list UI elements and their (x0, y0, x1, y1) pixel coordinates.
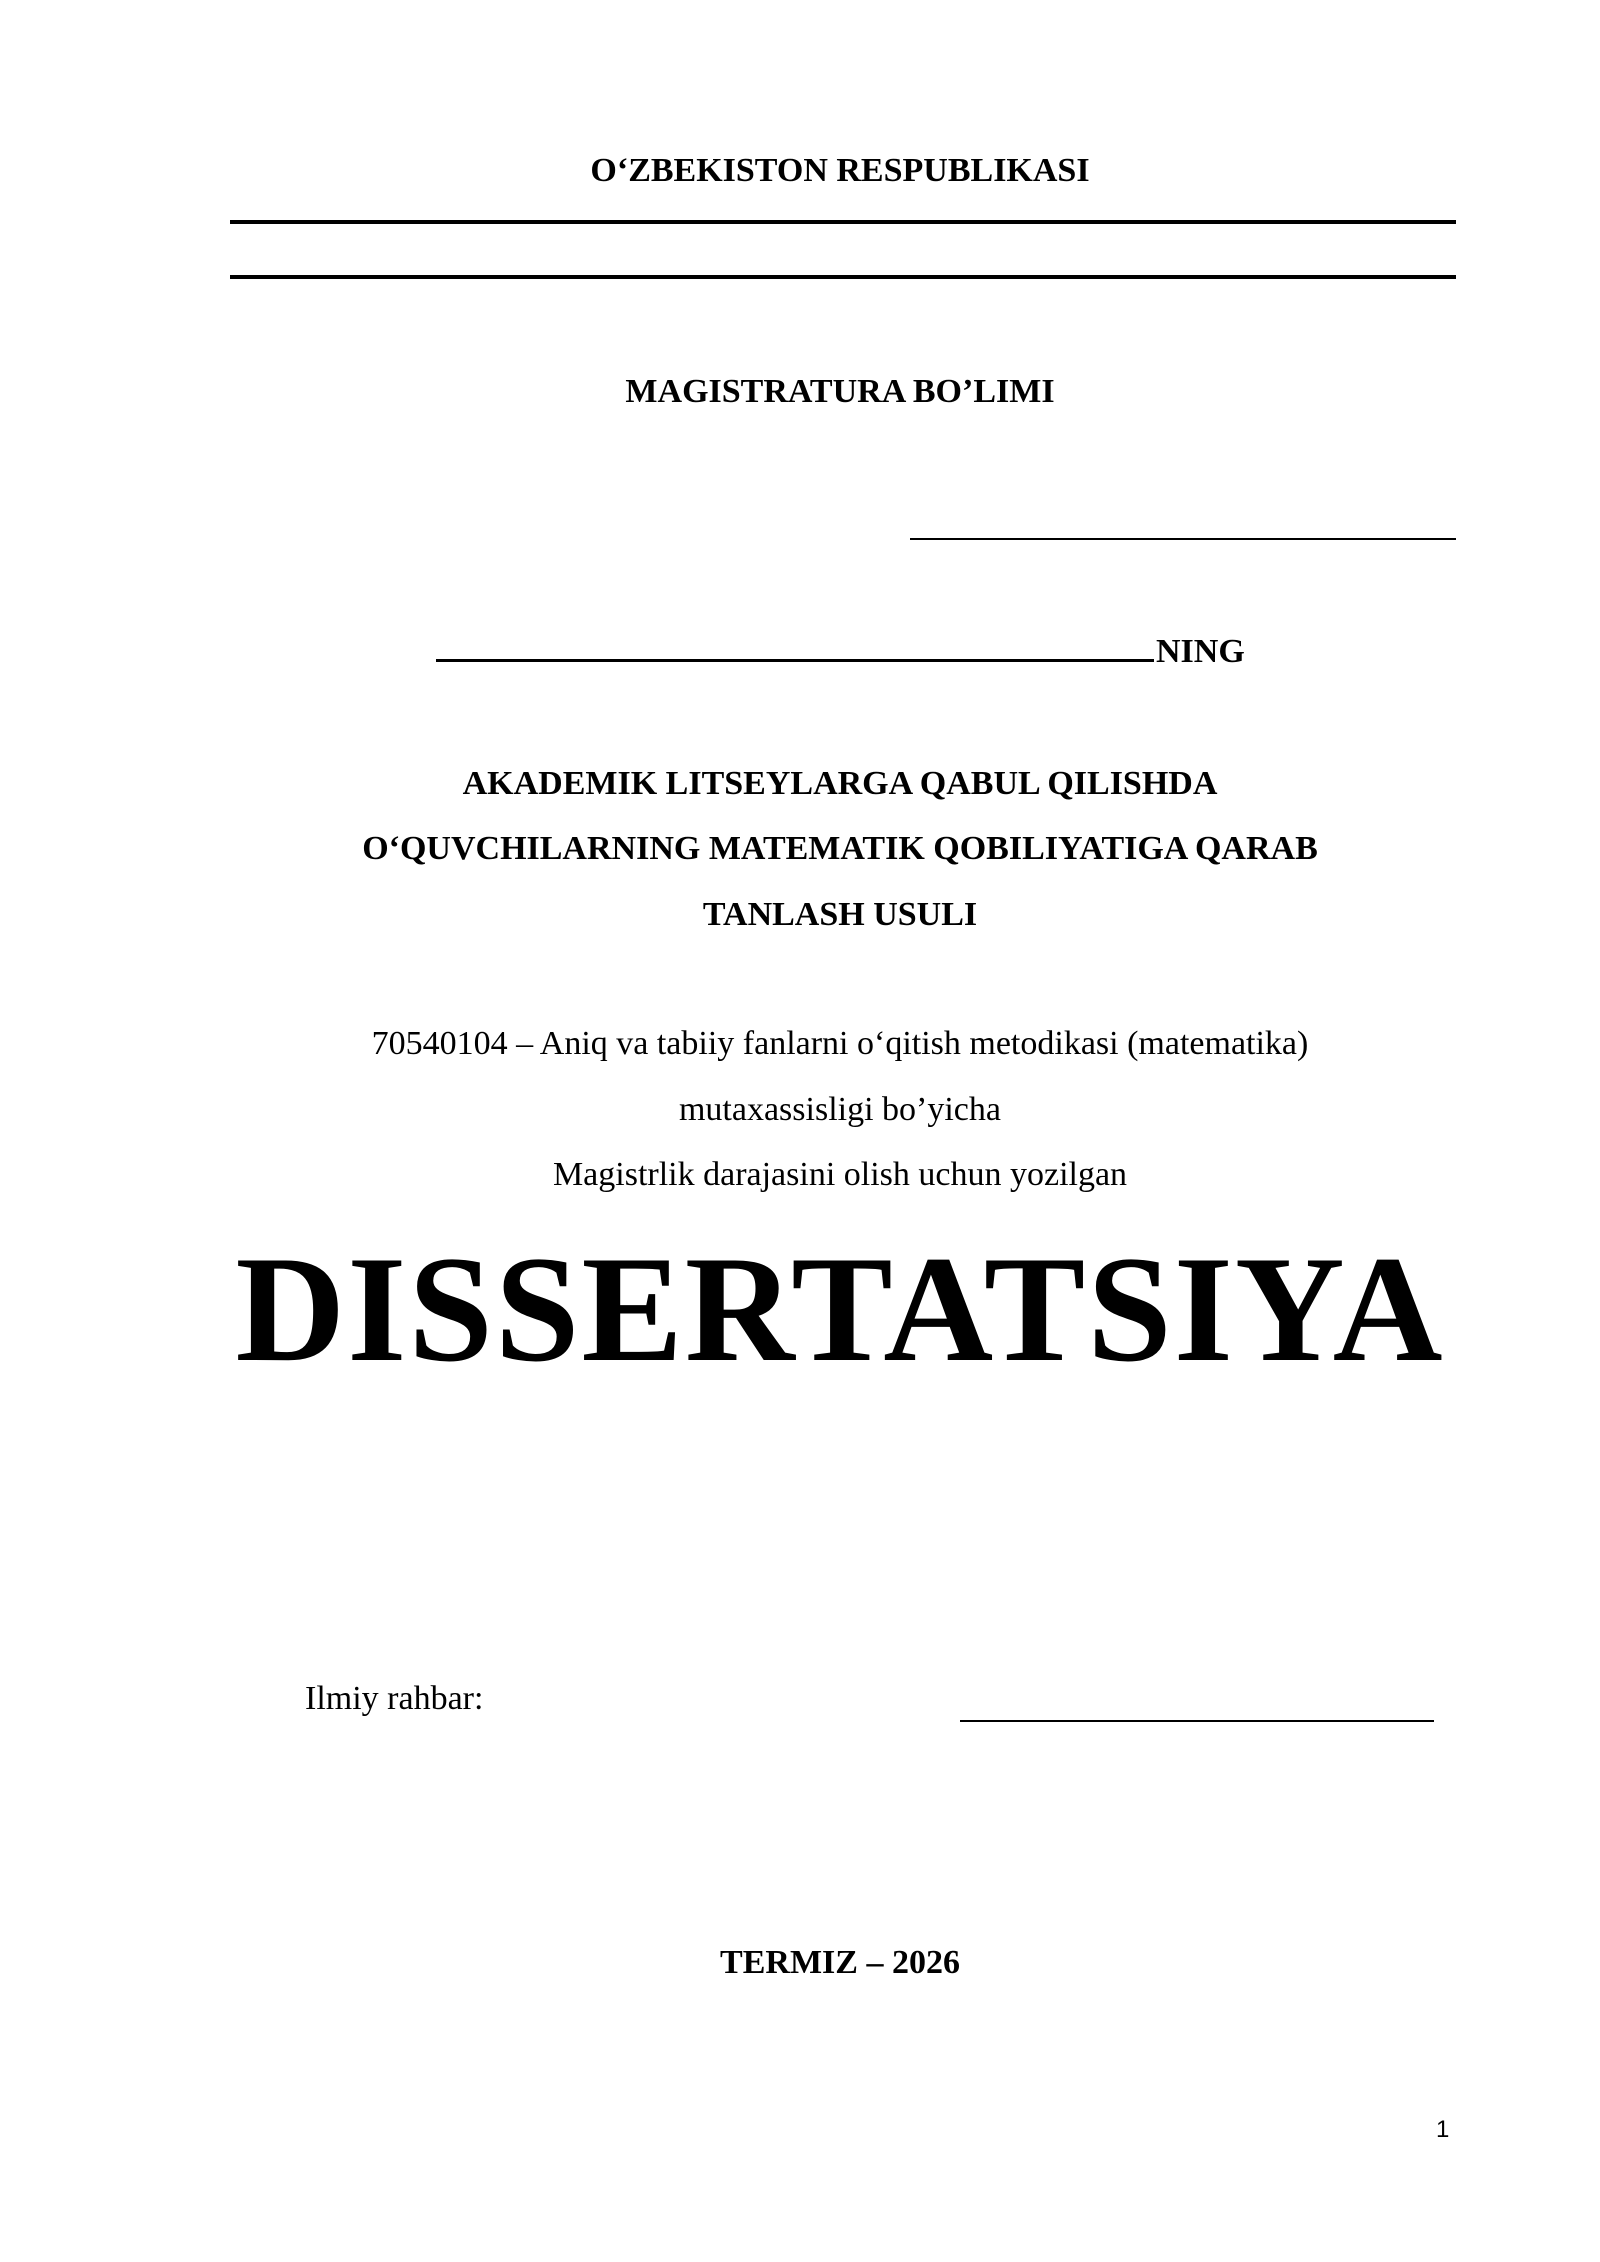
degree-purpose-line: Magistrlik darajasini olish uchun yozilgan (552, 1156, 1128, 1193)
thesis-title-line: AKADEMIK LITSEYLARGA QABUL QILISHDA (462, 765, 1218, 802)
author-line (436, 633, 1245, 671)
specialty-line: 70540104 – Aniq va tabiiy fanlarni o‘qitish metodikasi (matematika) (371, 1025, 1309, 1062)
top-divider-line (230, 220, 1456, 224)
author-suffix: NING (1156, 633, 1245, 670)
document-type-title: DISSERTATSIYA (235, 1225, 1445, 1393)
country-heading: O‘ZBEKISTON RESPUBLIKASI (590, 152, 1090, 189)
department-heading: MAGISTRATURA BO’LIMI (625, 373, 1055, 410)
supervisor-blank-line (960, 1720, 1434, 1722)
thesis-title-line: O‘QUVCHILARNING MATEMATIK QOBILIYATIGA QARAB (362, 830, 1318, 867)
author-blank-line (436, 659, 1154, 662)
supervisor-label: Ilmiy rahbar: (305, 1680, 484, 1717)
page-number: 1 (1436, 2116, 1450, 2143)
thesis-title-line: TANLASH USULI (702, 896, 978, 933)
city-year: TERMIZ – 2026 (720, 1944, 960, 1981)
specialty-line: mutaxassisligi bo’yicha (678, 1091, 1001, 1128)
blank-fill-line (910, 538, 1456, 540)
second-divider-line (230, 275, 1456, 279)
